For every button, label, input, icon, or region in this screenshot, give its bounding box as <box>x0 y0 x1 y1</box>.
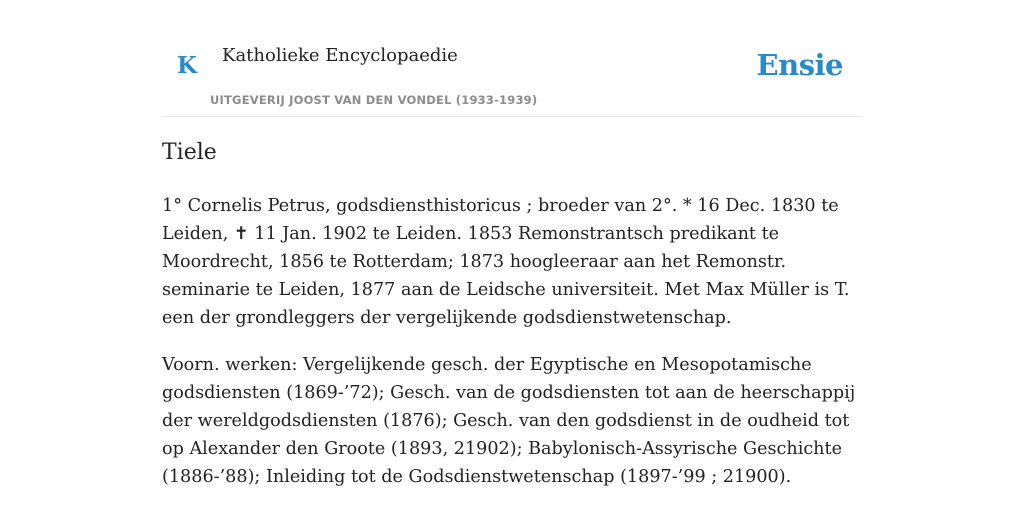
publisher-label: UITGEVERIJ JOOST VAN DEN VONDEL (1933-1939) <box>210 93 538 107</box>
encyclopedia-title-link[interactable]: Katholieke Encyclopaedie <box>222 45 458 66</box>
entry-paragraph-1: 1° Cornelis Petrus, godsdiensthistoricus ; broeder van 2°. * 16 Dec. 1830 te Leiden, ✝ 11 Jan. 1902 te Leiden. 1853 Remonstrantsch predikant te Moordrecht, 1856 te Rotterdam; 1873 hoogleeraar aan het Remonstr. seminarie te Leiden, 1877 aan de Leidsche universiteit. Met Max Müller is T. een der grondleggers der vergelijkende godsdienstwetenschap. <box>162 196 850 328</box>
site-header <box>162 0 862 117</box>
document-page <box>162 0 862 487</box>
entry-paragraph-2: Voorn. werken: Vergelijkende gesch. der Egyptische en Mesopotamische godsdiensten (1869-’72); Gesch. van de godsdiensten tot aan de heerschappij der wereldgodsdiensten (1876); Gesch. van den godsdienst in de oudheid tot op Alexander den Groote (1893, 21902); Babylonisch-Assyrische Geschichte (1886-’88); Inleiding tot de Godsdienstwetenschap (1897-’99 ; 21900). <box>162 355 856 487</box>
entry-title: Tiele <box>162 140 217 165</box>
ensie-brand-logo[interactable]: Ensie <box>756 48 843 82</box>
encyclopedia-logo-icon[interactable]: K <box>177 52 197 79</box>
